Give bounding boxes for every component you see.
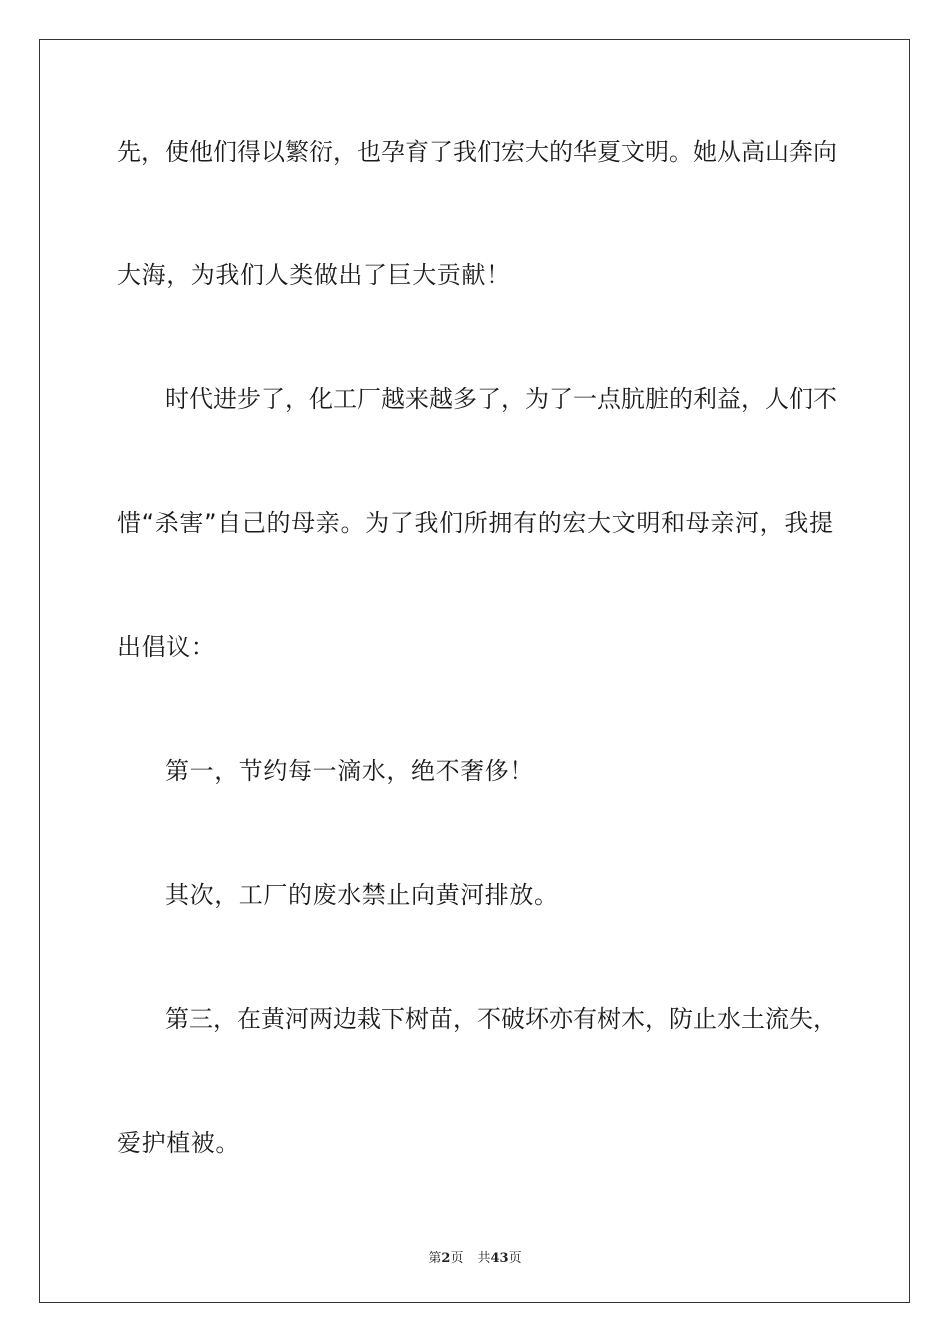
paragraph-line: 时代进步了，化工厂越来越多了，为了一点肮脏的利益，人们不 [165,385,837,413]
paragraph-line: 出倡议： [117,633,216,661]
page-footer [0,1247,950,1266]
page-border [39,39,910,1303]
page-suffix: 页 [450,1251,464,1266]
paragraph-line: 惜“杀害”自己的母亲。为了我们所拥有的宏大文明和母亲河，我提 [117,509,833,537]
page-prefix: 第 [428,1251,442,1266]
paragraph-line: 爱护植被。 [117,1129,240,1157]
paragraph-line: 第一，节约每一滴水，绝不奢侈！ [165,757,534,785]
paragraph-line: 大海，为我们人类做出了巨大贡献！ [117,261,511,289]
total-suffix: 页 [508,1251,522,1266]
total-pages: 43 [490,1251,509,1266]
paragraph-line: 其次，工厂的废水禁止向黄河排放。 [165,881,559,909]
paragraph-line: 先，使他们得以繁衍，也孕育了我们宏大的华夏文明。她从高山奔向 [117,138,837,166]
paragraph-line: 第三，在黄河两边栽下树苗，不破坏亦有树木，防止水土流失， [165,1005,837,1033]
total-prefix: 共 [477,1251,491,1266]
page-number: 2 [441,1251,451,1266]
